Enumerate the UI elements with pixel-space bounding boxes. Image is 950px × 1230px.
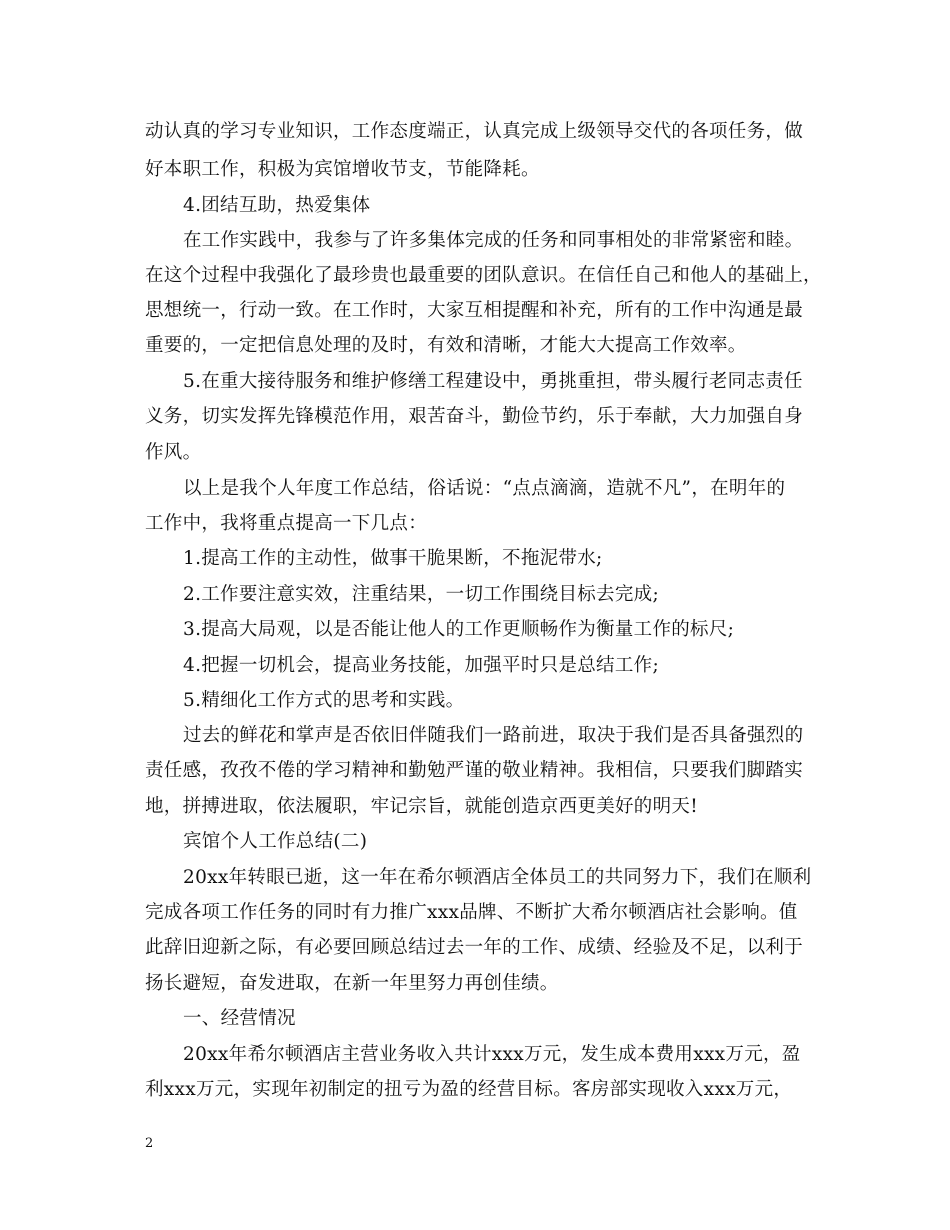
text-line: 以上是我个人年度工作总结，俗话说：“点点滴滴，造就不凡”，在明年的: [183, 478, 786, 499]
text-line: 重要的，一定把信息处理的及时，有效和清晰，才能大大提高工作效率。: [145, 335, 747, 356]
text-line: 扬长避短，奋发进取，在新一年里努力再创佳绩。: [145, 973, 559, 994]
text-line: 责任感，孜孜不倦的学习精神和勤勉严谨的敬业精神。我相信，只要我们脚踏实: [145, 760, 804, 781]
text-line: 作风。: [145, 442, 202, 463]
text-line: 5.在重大接待服务和维护修缮工程建设中，勇挑重担，带头履行老同志责任: [183, 371, 803, 392]
text-line: 工作中，我将重点提高一下几点：: [145, 513, 428, 534]
text-line: 在工作实践中，我参与了许多集体完成的任务和同事相处的非常紧密和睦。: [183, 230, 804, 251]
text-line: 好本职工作，积极为宾馆增收节支，节能降耗。: [145, 159, 540, 180]
list-item: 4.把握一切机会，提高业务技能，加强平时只是总结工作;: [183, 655, 659, 676]
list-item: 5.精细化工作方式的思考和实践。: [183, 690, 465, 711]
text-line: 义务，切实发挥先锋模范作用，艰苦奋斗，勤俭节约，乐于奉献，大力加强自身: [145, 406, 804, 427]
text-line: 20xx年希尔顿酒店主营业务收入共计xxx万元，发生成本费用xxx万元，盈: [183, 1044, 801, 1065]
list-item: 1.提高工作的主动性，做事干脆果断，不拖泥带水;: [183, 548, 603, 569]
text-line: 过去的鲜花和掌声是否依旧伴随我们一路前进，取决于我们是否具备强烈的: [183, 725, 804, 746]
text-line: 地，拼搏进取，依法履职，牢记宗旨，就能创造京西更美好的明天!: [145, 796, 698, 817]
section-heading: 4.团结互助，热爱集体: [183, 195, 371, 216]
text-line: 在这个过程中我强化了最珍贵也最重要的团队意识。在信任自己和他人的基础上，: [145, 265, 822, 286]
section-title: 宾馆个人工作总结(二): [183, 831, 368, 852]
text-line: 此辞旧迎新之际，有必要回顾总结过去一年的工作、成绩、经验及不足，以利于: [145, 937, 804, 958]
page-number: 2: [145, 1136, 154, 1151]
text-line: 完成各项工作任务的同时有力推广xxx品牌、不断扩大希尔顿酒店社会影响。值: [145, 902, 798, 923]
text-line: 20xx年转眼已逝，这一年在希尔顿酒店全体员工的共同努力下，我们在顺利: [183, 867, 812, 888]
text-line: 思想统一，行动一致。在工作时，大家互相提醒和补充，所有的工作中沟通是最: [145, 300, 804, 321]
list-item: 2.工作要注意实效，注重结果，一切工作围绕目标去完成;: [183, 584, 659, 605]
section-heading: 一、经营情况: [183, 1008, 296, 1029]
list-item: 3.提高大局观，以是否能让他人的工作更顺畅作为衡量工作的标尺;: [183, 619, 735, 640]
text-line: 动认真的学习专业知识，工作态度端正，认真完成上级领导交代的各项任务，做: [145, 121, 804, 142]
text-line: 利xxx万元，实现年初制定的扭亏为盈的经营目标。客房部实现收入xxx万元，: [145, 1079, 793, 1100]
